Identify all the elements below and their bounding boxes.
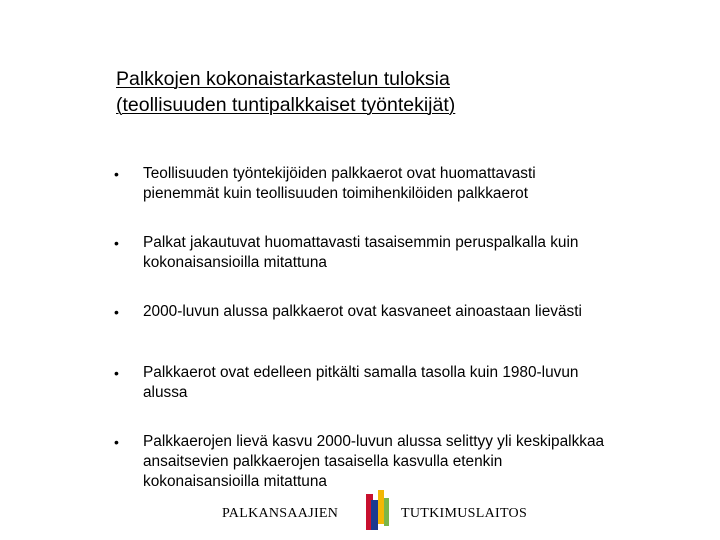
bullet-dot: • [114, 304, 119, 320]
logo-bar-blue [371, 500, 378, 530]
bullet-text-line: pienemmät kuin teollisuuden toimihenkilöiden palkkaerot [143, 185, 528, 202]
page-title-line-1: Palkkojen kokonaistarkastelun tuloksia [116, 68, 450, 90]
bullet-text-line: kokonaisansioilla mitattuna [143, 254, 327, 271]
footer-org-name-right: TUTKIMUSLAITOS [401, 506, 528, 521]
logo-icon [365, 490, 391, 532]
bullet-dot: • [114, 434, 119, 450]
page-title-line-2: (teollisuuden tuntipalkkaiset työntekijät) [116, 94, 456, 116]
bullet-text-line: 2000-luvun alussa palkkaerot ovat kasvaneet ainoastaan lievästi [143, 303, 582, 320]
bullet-text-line: Teollisuuden työntekijöiden palkkaerot ovat huomattavasti [143, 165, 536, 182]
bullet-dot: • [114, 235, 119, 251]
bullet-text-line: Palkkaerot ovat edelleen pitkälti samalla tasolla kuin 1980-luvun [143, 364, 579, 381]
bullet-item [114, 233, 694, 273]
logo-bar-yellow [378, 490, 384, 524]
bullet-item [114, 432, 694, 492]
bullet-text-line: Palkat jakautuvat huomattavasti tasaisemmin peruspalkalla kuin [143, 234, 579, 251]
page-title [116, 66, 676, 118]
bullet-item [114, 302, 694, 322]
bullet-text-line: alussa [143, 384, 188, 401]
bullet-text-line: kokonaisansioilla mitattuna [143, 473, 327, 490]
footer-org-name-left: PALKANSAAJIEN [222, 506, 339, 521]
bullet-item [114, 363, 694, 403]
bullet-text-line: Palkkaerojen lievä kasvu 2000-luvun alussa selittyy yli keskipalkkaa [143, 433, 605, 450]
logo-bar-green [384, 498, 389, 526]
bullet-list [114, 164, 694, 521]
footer [222, 488, 562, 532]
bullet-dot: • [114, 166, 119, 182]
bullet-dot: • [114, 365, 119, 381]
bullet-item [114, 164, 694, 204]
bullet-text-line: ansaitsevien palkkaerojen tasaisella kasvulla etenkin [143, 453, 503, 470]
